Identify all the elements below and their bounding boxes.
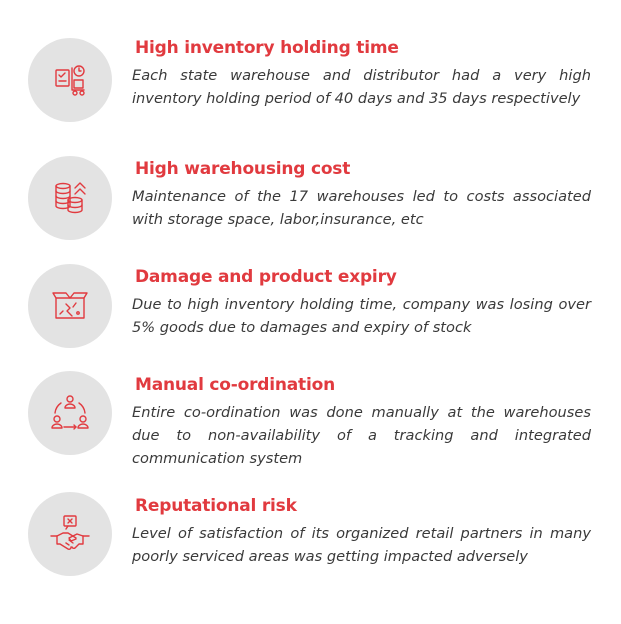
challenge-title: Manual co-ordination [135, 375, 335, 395]
challenge-title: High warehousing cost [135, 159, 351, 179]
icon-circle [28, 371, 112, 455]
inventory-trolley-clock-icon [48, 58, 92, 102]
icon-circle [28, 492, 112, 576]
icon-circle [28, 156, 112, 240]
icon-circle [28, 264, 112, 348]
challenge-title: Damage and product expiry [135, 267, 397, 287]
challenge-description: Maintenance of the 17 warehouses led to costs associated with storage space, labor,insurance, etc [132, 188, 591, 228]
handshake-alert-icon [48, 512, 92, 556]
coins-stack-rising-icon [48, 176, 92, 220]
challenge-description: Level of satisfaction of its organized retail partners in many poorly serviced areas was getting impacted adversely [132, 525, 591, 565]
people-cycle-icon [48, 391, 92, 435]
challenge-description: Entire co-ordination was done manually at the warehouses due to non-availability of a tracking and integrated communication system [132, 404, 591, 467]
icon-circle [28, 38, 112, 122]
challenge-description: Each state warehouse and distributor had a very high inventory holding period of 40 days and 35 days respectively [132, 67, 591, 107]
damaged-box-icon [48, 284, 92, 328]
challenge-description: Due to high inventory holding time, company was losing over 5% goods due to damages and expiry of stock [132, 296, 591, 336]
challenge-title: High inventory holding time [135, 38, 399, 58]
challenge-title: Reputational risk [135, 496, 297, 516]
